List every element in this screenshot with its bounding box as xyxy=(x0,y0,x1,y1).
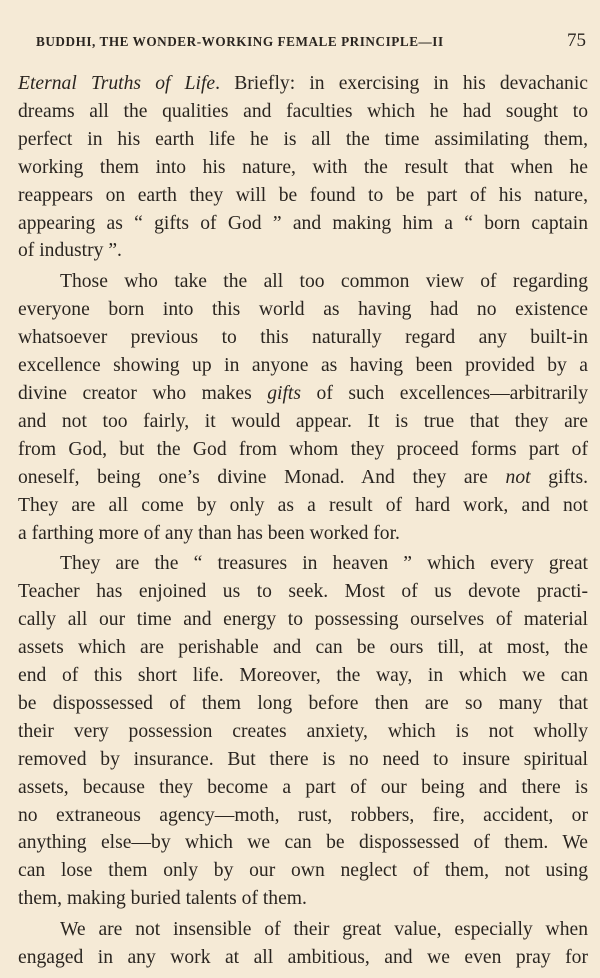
text-line: reappears on earth they will be found to be part of his nature, xyxy=(18,184,588,206)
line-text: oneself, being one’s divine Monad. And they are xyxy=(18,466,506,488)
text-line: They are all come by only as a result of hard work, and not xyxy=(18,494,588,516)
text-line: dreams all the qualities and faculties which he had sought to xyxy=(18,100,588,122)
italic-phrase: Eternal Truths of Life xyxy=(18,73,216,94)
text-line: We are not insensible of their great value, especially when xyxy=(60,919,588,941)
text-line: working them into his nature, with the result that when he xyxy=(18,156,588,178)
paragraph xyxy=(18,268,588,547)
text-line: them, making buried talents of them. xyxy=(18,888,307,910)
text-line: everyone born into this world as having had no existence xyxy=(18,299,588,321)
text-line: engaged in any work at all ambitious, and we even pray for xyxy=(18,947,588,969)
text-line: their very possession creates anxiety, which is not wholly xyxy=(18,720,588,742)
line-text: . Briefly: in exercising in his devachanic xyxy=(215,73,588,94)
body-text xyxy=(18,70,588,972)
text-line: of industry ”. xyxy=(18,240,122,262)
running-title: BUDDHI, THE WONDER-WORKING FEMALE PRINCIPLE—II xyxy=(36,34,444,49)
text-line xyxy=(18,464,588,492)
text-line: whatsoever previous to this naturally regard any built-in xyxy=(18,327,588,349)
text-line: Teacher has enjoined us to seek. Most of us devote practi- xyxy=(18,581,588,603)
italic-phrase: gifts xyxy=(267,382,301,404)
page-number: 75 xyxy=(567,30,586,51)
paragraph xyxy=(18,916,588,972)
text-line: be dispossessed of them long before then are so many that xyxy=(18,692,588,714)
text-line: assets which are perishable and can be ours till, at most, the xyxy=(18,637,588,659)
text-line: and not too fairly, it would appear. It is true that they are xyxy=(18,410,588,432)
text-line: from God, but the God from whom they proceed forms part of xyxy=(18,438,588,460)
text-line: no extraneous agency—moth, rust, robbers, fire, accident, or xyxy=(18,804,588,826)
text-line: anything else—by which we can be dispossessed of them. We xyxy=(18,832,588,854)
line-text: divine creator who makes xyxy=(18,382,268,404)
line-text: of such excellences—arbitrarily xyxy=(301,382,589,404)
paragraph xyxy=(18,70,588,265)
italic-phrase: not xyxy=(505,466,531,488)
text-line xyxy=(18,380,588,408)
text-line: Those who take the all too common view of regarding xyxy=(60,271,588,293)
text-line: removed by insurance. But there is no need to insure spiritual xyxy=(18,748,588,770)
text-line: appearing as “ gifts of God ” and making him a “ born captain xyxy=(18,212,588,234)
text-line: a farthing more of any than has been worked for. xyxy=(18,522,400,544)
text-line: They are the “ treasures in heaven ” which every great xyxy=(60,553,588,575)
text-line: perfect in his earth life he is all the time assimilating them, xyxy=(18,128,588,150)
text-line: can lose them only by our own neglect of them, not using xyxy=(18,860,588,882)
running-head xyxy=(36,34,586,50)
text-line: end of this short life. Moreover, the way, in which we can xyxy=(18,665,588,687)
text-line: excellence showing up in anyone as having been provided by a xyxy=(18,355,588,377)
text-line: cally all our time and energy to possessing ourselves of material xyxy=(18,609,588,631)
line-text: gifts. xyxy=(530,466,588,488)
text-line xyxy=(18,70,588,98)
paragraph xyxy=(18,550,588,913)
text-line: assets, because they become a part of our being and there is xyxy=(18,776,588,798)
